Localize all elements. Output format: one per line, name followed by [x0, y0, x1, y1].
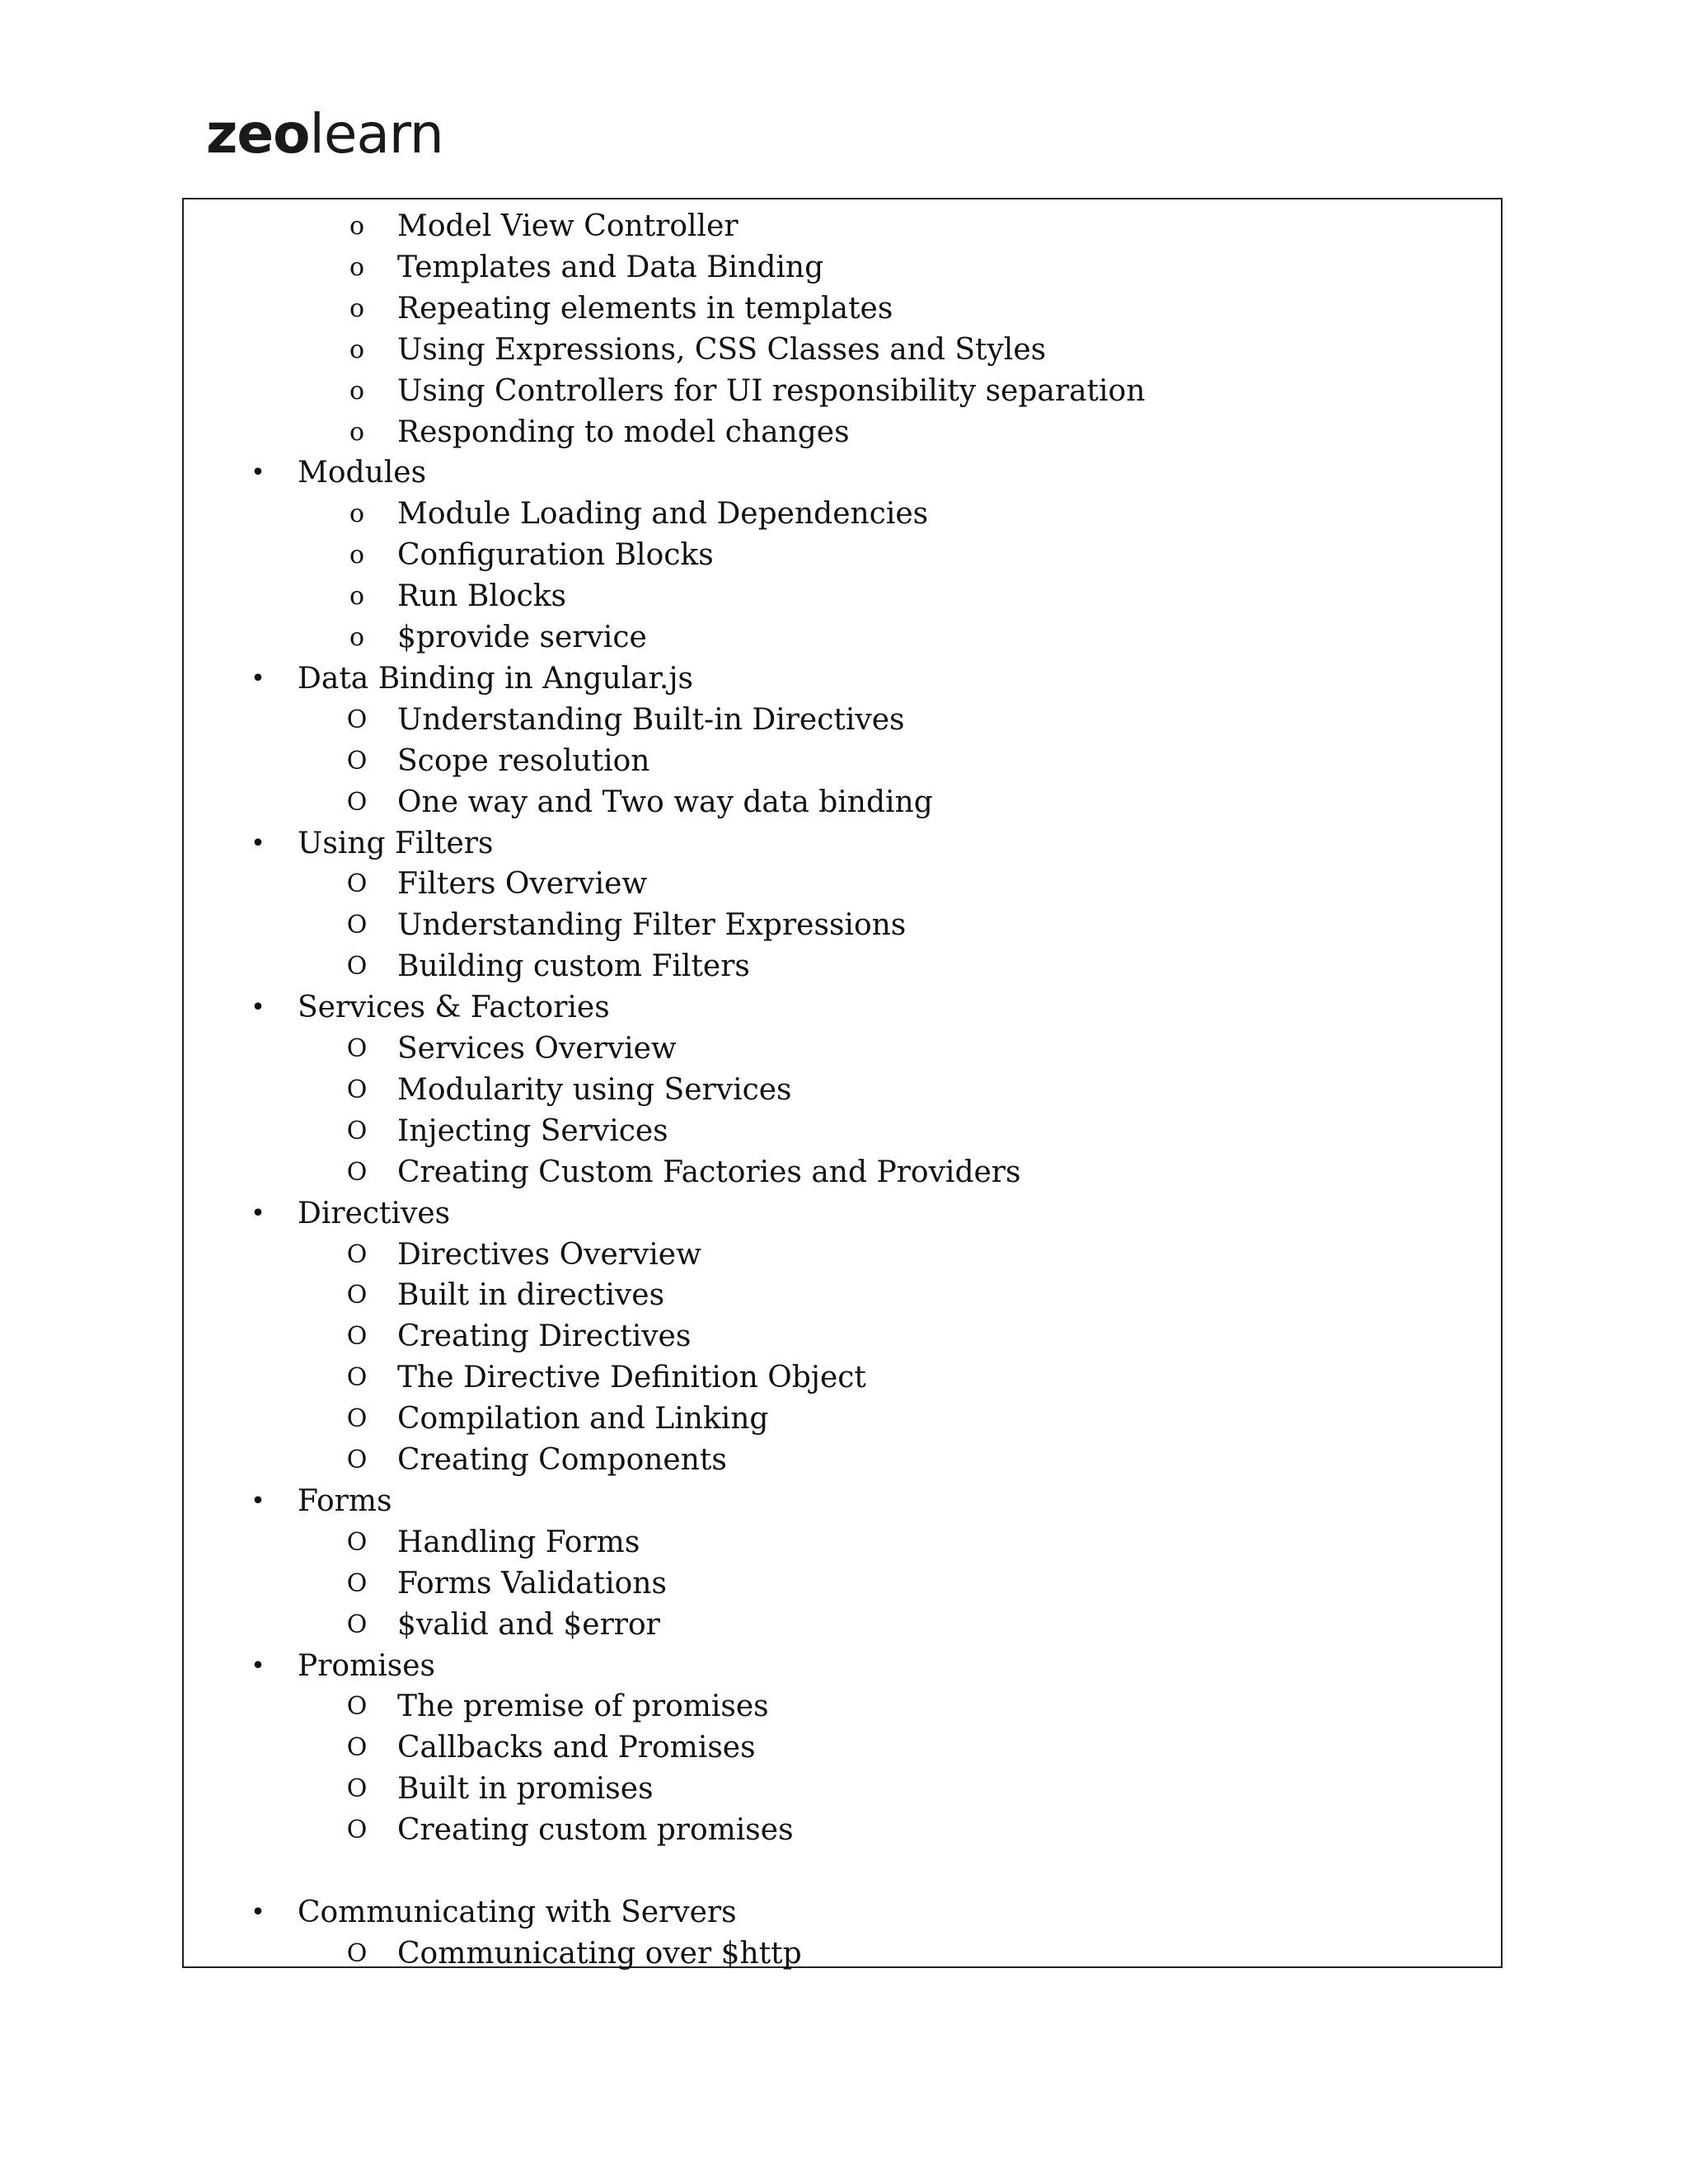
bullet-icon: •	[251, 458, 265, 488]
circle-bullet-icon: o	[349, 335, 365, 364]
bullet-icon: •	[251, 1651, 265, 1680]
circle-bullet-icon: o	[349, 252, 365, 282]
bullet-icon: •	[251, 1897, 265, 1927]
circle-bullet-icon: O	[346, 869, 368, 899]
circle-bullet-icon: o	[349, 376, 365, 405]
subtopic-label: Understanding Filter Expressions	[397, 908, 907, 943]
subtopic-label: Model View Controller	[397, 209, 738, 243]
topic-label: Forms	[298, 1483, 392, 1518]
bullet-icon: •	[251, 1198, 265, 1228]
circle-bullet-icon: o	[349, 212, 365, 241]
circle-bullet-icon: O	[346, 1157, 368, 1187]
circle-bullet-icon: O	[346, 1240, 368, 1269]
circle-bullet-icon: O	[346, 1527, 368, 1557]
zeolearn-logo	[206, 102, 443, 166]
circle-bullet-icon: O	[346, 705, 368, 734]
circle-bullet-icon: O	[346, 1610, 368, 1639]
subtopic-label: Creating Components	[397, 1443, 727, 1477]
topic-label: Modules	[298, 456, 427, 490]
subtopic-label: Responding to model changes	[397, 415, 850, 449]
subtopic-label: One way and Two way data binding	[397, 785, 933, 819]
bullet-icon: •	[251, 828, 265, 858]
subtopic-label: Run Blocks	[397, 579, 567, 614]
circle-bullet-icon: o	[349, 623, 365, 652]
circle-bullet-icon: O	[346, 1816, 368, 1845]
topic-label: Using Filters	[298, 826, 494, 860]
subtopic-label: Built in directives	[397, 1278, 665, 1313]
subtopic-label: Creating Custom Factories and Providers	[397, 1155, 1021, 1189]
circle-bullet-icon: O	[346, 1116, 368, 1146]
subtopic-label: $provide service	[397, 621, 647, 654]
bullet-icon: •	[251, 663, 265, 693]
circle-bullet-icon: O	[346, 1281, 368, 1310]
subtopic-label: Using Controllers for UI responsibility separation	[397, 373, 1146, 408]
topic-label: Data Binding in Angular.js	[298, 661, 693, 696]
circle-bullet-icon: O	[346, 1404, 368, 1434]
circle-bullet-icon: o	[349, 293, 365, 323]
subtopic-label: Modularity using Services	[397, 1072, 792, 1107]
circle-bullet-icon: o	[349, 582, 365, 612]
subtopic-label: Understanding Built-in Directives	[397, 702, 905, 737]
bullet-icon: •	[251, 993, 265, 1023]
subtopic-label: Injecting Services	[397, 1113, 668, 1148]
subtopic-label: The premise of promises	[397, 1690, 769, 1724]
curriculum-box	[182, 198, 1503, 1971]
topic-label: Directives	[298, 1196, 451, 1230]
circle-bullet-icon: o	[349, 417, 365, 447]
circle-bullet-icon: O	[346, 787, 368, 817]
bullet-icon: •	[251, 1486, 265, 1516]
subtopic-label: Callbacks and Promises	[397, 1731, 756, 1765]
circle-bullet-icon: O	[346, 1034, 368, 1063]
circle-bullet-icon: O	[346, 1568, 368, 1598]
circle-bullet-icon: O	[346, 1733, 368, 1763]
circle-bullet-icon: O	[346, 1075, 368, 1104]
logo-text-zeo: zeo	[206, 102, 310, 166]
circle-bullet-icon: O	[346, 1446, 368, 1474]
subtopic-label: Building custom Filters	[397, 949, 750, 984]
topic-label: Promises	[298, 1648, 436, 1683]
topic-label: Services & Factories	[298, 991, 610, 1025]
subtopic-label: Scope resolution	[397, 743, 650, 778]
subtopic-label: Templates and Data Binding	[397, 250, 824, 284]
subtopic-label: Directives Overview	[397, 1237, 701, 1272]
circle-bullet-icon: O	[346, 952, 368, 982]
logo-text-learn: learn	[309, 102, 443, 166]
topic-label: Communicating with Servers	[298, 1895, 737, 1929]
subtopic-label: Repeating elements in templates	[397, 291, 893, 326]
circle-bullet-icon: O	[346, 1692, 368, 1722]
circle-bullet-icon: O	[346, 1322, 368, 1352]
subtopic-label: Forms Validations	[397, 1566, 667, 1601]
subtopic-label: Built in promises	[397, 1772, 654, 1807]
circle-bullet-icon: O	[346, 1363, 368, 1393]
subtopic-label: Creating custom promises	[397, 1813, 794, 1848]
circle-bullet-icon: O	[346, 911, 368, 940]
subtopic-label: Module Loading and Dependencies	[397, 497, 929, 532]
subtopic-label: Creating Directives	[397, 1319, 692, 1354]
circle-bullet-icon: O	[346, 746, 368, 776]
subtopic-label: The Directive Definition Object	[397, 1361, 866, 1395]
subtopic-label: Communicating over $http	[397, 1936, 802, 1971]
circle-bullet-icon: o	[349, 541, 365, 570]
subtopic-label: Compilation and Linking	[397, 1402, 769, 1436]
subtopic-label: $valid and $error	[397, 1607, 660, 1642]
subtopic-label: Filters Overview	[397, 867, 648, 902]
circle-bullet-icon: O	[346, 1774, 368, 1804]
subtopic-label: Using Expressions, CSS Classes and Styles	[397, 332, 1047, 367]
circle-bullet-icon: O	[346, 1938, 368, 1968]
circle-bullet-icon: o	[349, 499, 365, 529]
subtopic-label: Configuration Blocks	[397, 538, 714, 573]
subtopic-label: Handling Forms	[397, 1525, 640, 1559]
subtopic-label: Services Overview	[397, 1032, 677, 1066]
